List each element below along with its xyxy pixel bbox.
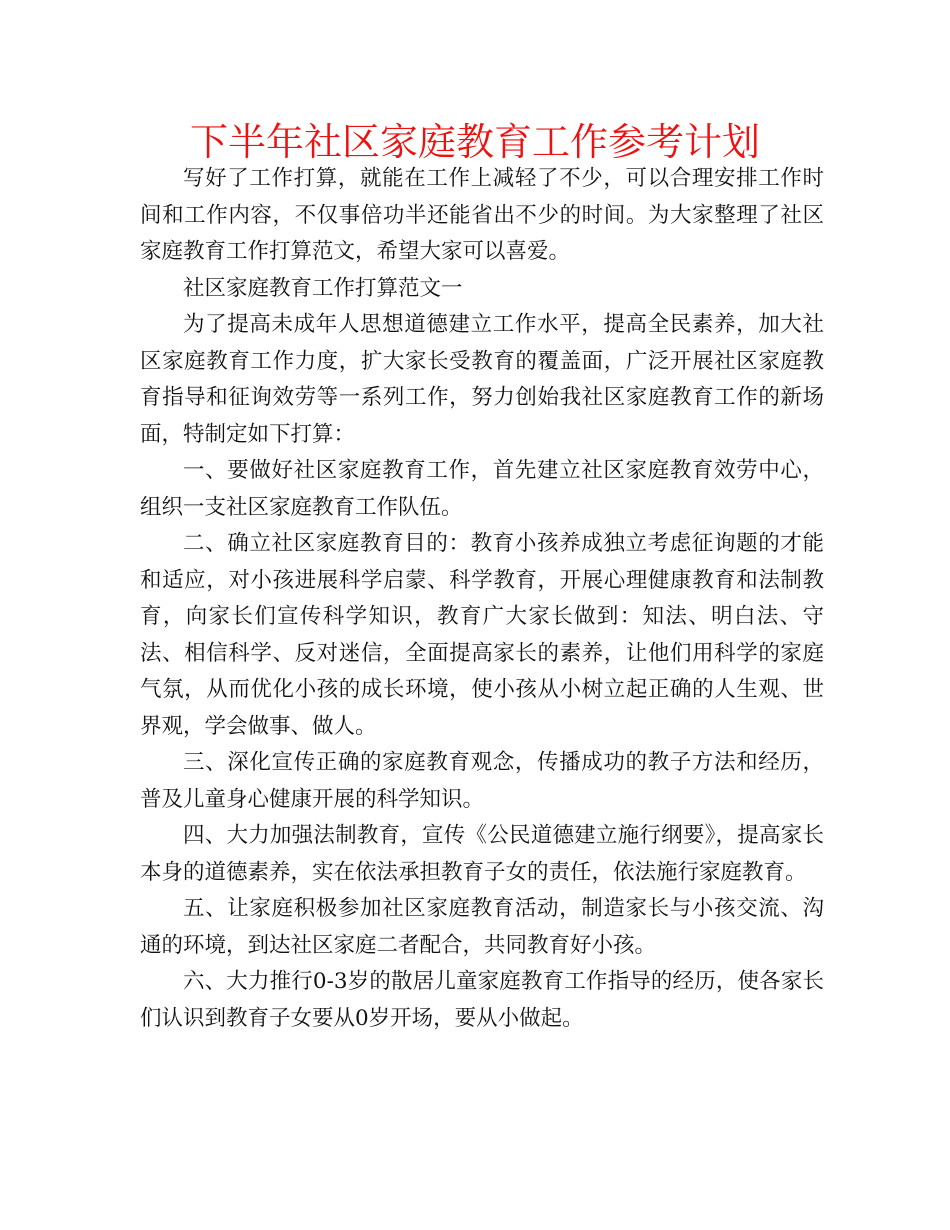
paragraph-intro: 写好了工作打算，就能在工作上减轻了不少，可以合理安排工作时间和工作内容，不仅事倍功半还能省出不少的时间。为大家整理了社区家庭教育工作打算范文，希望大家可以喜爱。: [140, 166, 824, 264]
paragraph-section-heading: 社区家庭教育工作打算范文一: [183, 275, 463, 301]
paragraph-item-3: 三、深化宣传正确的家庭教育观念，传播成功的教子方法和经历，普及儿童身心健康开展的科学知识。: [140, 750, 824, 812]
paragraph-item-5: 五、让家庭积极参加社区家庭教育活动，制造家长与小孩交流、沟通的环境，到达社区家庭二者配合，共同教育好小孩。: [140, 896, 824, 958]
document-title: 下半年社区家庭教育工作参考计划: [189, 120, 760, 164]
paragraph-item-4: 四、大力加强法制教育，宣传《公民道德建立施行纲要》，提高家长本身的道德素养，实在依法承担教育子女的责任，依法施行家庭教育。: [140, 823, 824, 885]
paragraph-item-6: 六、大力推行0-3岁的散居儿童家庭教育工作指导的经历，使各家长们认识到教育子女要从0岁开场，要从小做起。: [140, 969, 824, 1031]
paragraph-purpose: 为了提高未成年人思想道德建立工作水平，提高全民素养，加大社区家庭教育工作力度，扩大家长受教育的覆盖面，广泛开展社区家庭教育指导和征询效劳等一系列工作，努力创始我社区家庭教育工作的新场面，特制定如下打算：: [140, 312, 824, 447]
paragraph-item-1: 一、要做好社区家庭教育工作，首先建立社区家庭教育效劳中心，组织一支社区家庭教育工作队伍。: [140, 458, 824, 520]
paragraph-item-2: 二、确立社区家庭教育目的：教育小孩养成独立考虑征询题的才能和适应，对小孩进展科学启蒙、科学教育，开展心理健康教育和法制教育，向家长们宣传科学知识，教育广大家长做到：知法、明白法、守法、相信科学、反对迷信，全面提高家长的素养，让他们用科学的家庭气氛，从而优化小孩的成长环境，使小孩从小树立起正确的人生观、世界观，学会做事、做人。: [140, 531, 824, 739]
document-body: [140, 161, 824, 1037]
